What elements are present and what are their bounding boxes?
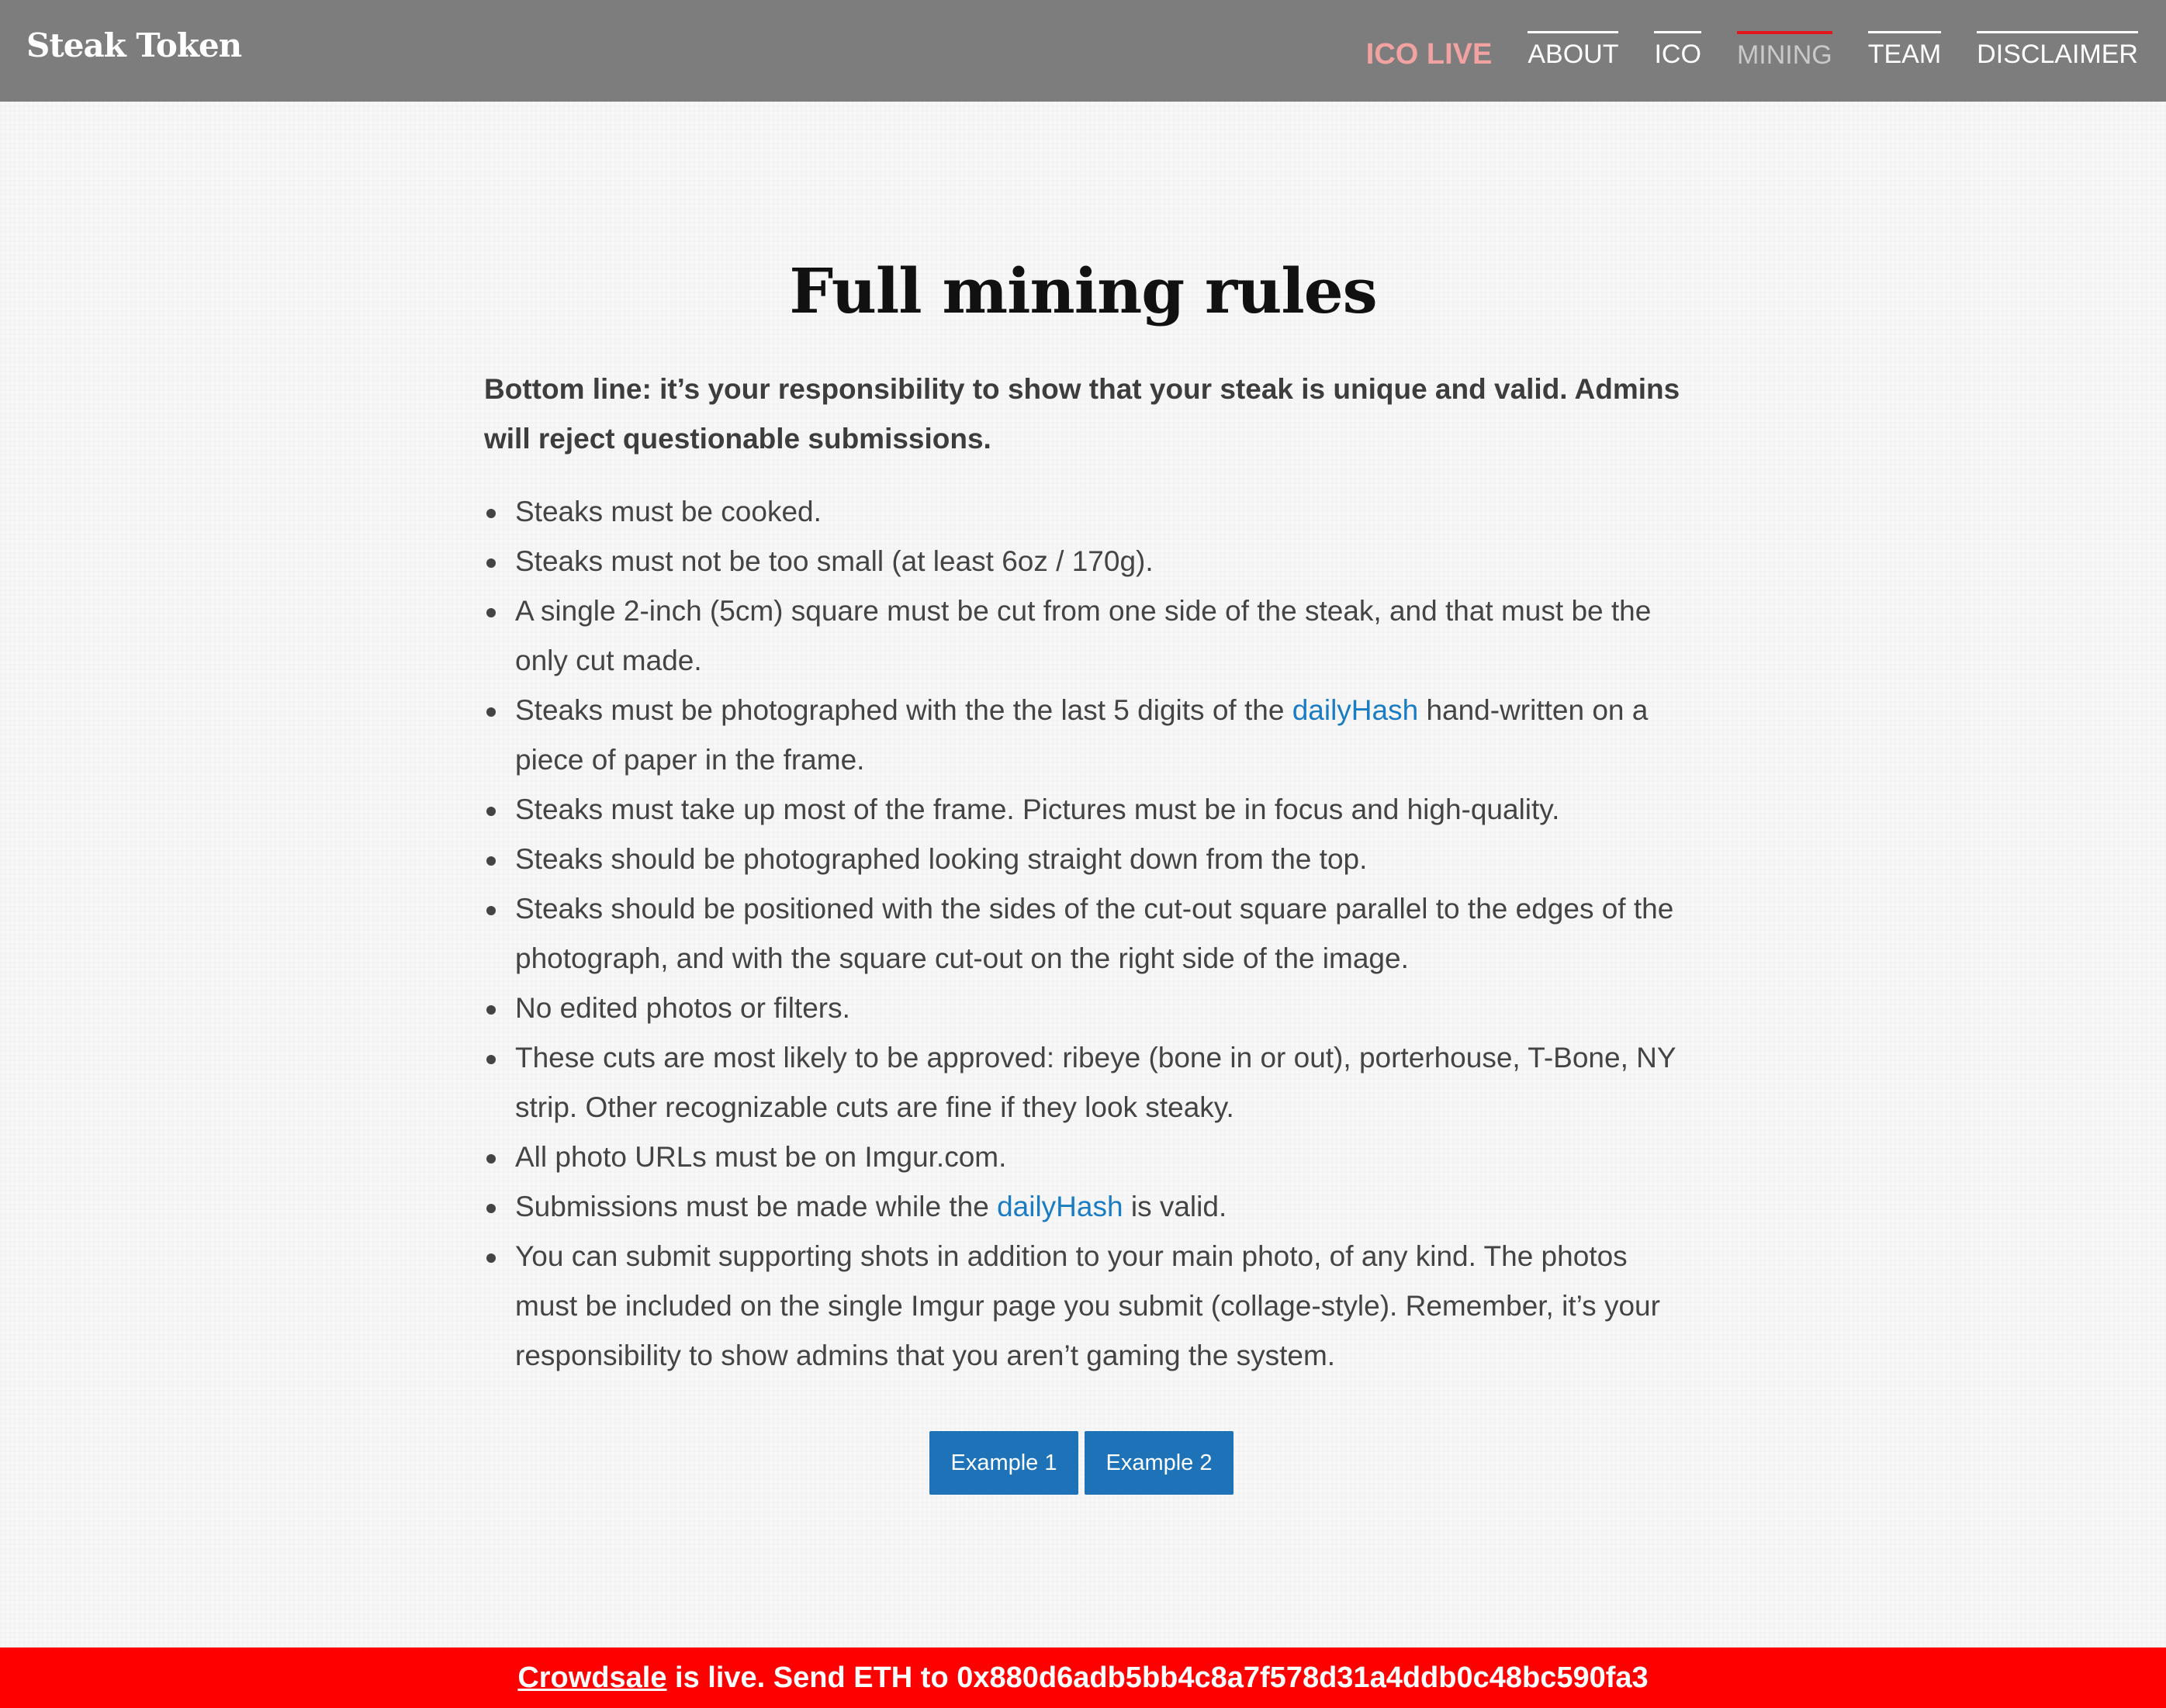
rule-item xyxy=(484,984,1682,1033)
rule-item xyxy=(484,1132,1682,1182)
main-nav xyxy=(1366,31,2138,71)
example-2-button[interactable]: Example 2 xyxy=(1085,1431,1234,1495)
bullet-icon xyxy=(486,608,496,617)
dailyhash-link[interactable]: dailyHash xyxy=(1292,694,1419,726)
rule-item xyxy=(484,586,1682,686)
nav-mining[interactable]: MINING xyxy=(1737,31,1832,71)
main-content xyxy=(484,248,1682,1381)
rule-text: Steaks must be cooked. xyxy=(515,496,822,527)
rule-text: Submissions must be made while the xyxy=(515,1191,998,1222)
dailyhash-link[interactable]: dailyHash xyxy=(997,1191,1123,1222)
rule-text: Steaks must take up most of the frame. Pictures must be in focus and high-quality. xyxy=(515,793,1560,825)
rule-item xyxy=(484,686,1682,785)
bullet-icon xyxy=(486,1204,496,1213)
bullet-icon xyxy=(486,707,496,717)
rule-text: hand-written on a piece of paper in the frame. xyxy=(515,694,1649,776)
rule-item xyxy=(484,785,1682,835)
rule-text: Steaks should be positioned with the sides of the cut-out square parallel to the edges of the photograph, and with the square cut-out on the right side of the image. xyxy=(515,893,1674,974)
nav-team[interactable]: TEAM xyxy=(1868,31,1941,71)
nav-disclaimer[interactable]: DISCLAIMER xyxy=(1977,31,2138,71)
rule-item xyxy=(484,1182,1682,1232)
rule-text: No edited photos or filters. xyxy=(515,992,850,1024)
bullet-icon xyxy=(486,1253,496,1263)
bullet-icon xyxy=(486,807,496,816)
rule-item xyxy=(484,537,1682,586)
example-buttons xyxy=(929,1431,1240,1495)
rule-text: Steaks must be photographed with the the last 5 digits of the xyxy=(515,694,1292,726)
crowdsale-link[interactable]: Crowdsale xyxy=(517,1661,667,1694)
rule-item xyxy=(484,835,1682,884)
rule-item xyxy=(484,884,1682,984)
rule-text: You can submit supporting shots in addition to your main photo, of any kind. The photos must be included on the single Imgur page you submit (collage-style). Remember, it’s your responsibility to show admins that you aren’t gaming the system. xyxy=(515,1240,1660,1371)
bullet-icon xyxy=(486,509,496,518)
bullet-icon xyxy=(486,1154,496,1163)
rule-text: Steaks must not be too small (at least 6oz / 170g). xyxy=(515,545,1154,577)
page-title: Full mining rules xyxy=(789,254,1377,327)
bullet-icon xyxy=(486,906,496,915)
rule-text: is valid. xyxy=(1123,1191,1227,1222)
nav-ico-live[interactable]: ICO LIVE xyxy=(1365,38,1493,71)
bullet-icon xyxy=(486,558,496,568)
brand-logo-link[interactable]: Steak Token xyxy=(26,26,242,64)
bottom-line-statement: Bottom line: it’s your responsibility to show that your steak is unique and valid. Admins will reject questionable submissions. xyxy=(484,373,1680,455)
bullet-icon xyxy=(486,1055,496,1064)
crowdsale-banner-text: is live. Send ETH to 0x880d6adb5bb4c8a7f578d31a4ddb0c48bc590fa3 xyxy=(666,1661,1649,1694)
example-1-button[interactable]: Example 1 xyxy=(929,1431,1078,1495)
rule-text: All photo URLs must be on Imgur.com. xyxy=(515,1141,1007,1173)
rule-item xyxy=(484,487,1682,537)
rule-item xyxy=(484,1232,1682,1381)
rule-item xyxy=(484,1033,1682,1132)
rules-list xyxy=(484,487,1682,1381)
nav-about[interactable]: ABOUT xyxy=(1528,31,1618,71)
crowdsale-banner xyxy=(0,1647,2166,1708)
rule-text: Steaks should be photographed looking straight down from the top. xyxy=(515,843,1368,875)
bullet-icon xyxy=(486,856,496,866)
top-navbar xyxy=(0,0,2166,102)
rule-text: A single 2-inch (5cm) square must be cut from one side of the steak, and that must be the only cut made. xyxy=(515,595,1652,676)
bullet-icon xyxy=(486,1005,496,1015)
nav-ico[interactable]: ICO xyxy=(1654,31,1701,71)
rule-text: These cuts are most likely to be approved: ribeye (bone in or out), porterhouse, T-Bone, NY strip. Other recognizable cuts are fine if they look steaky. xyxy=(515,1042,1676,1123)
